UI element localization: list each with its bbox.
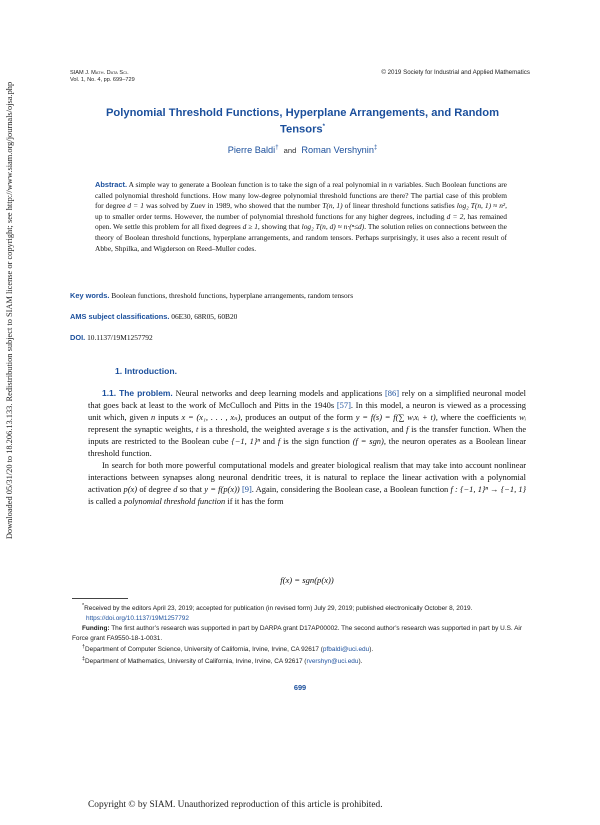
para-text: Neural networks and deep learning models and applications — [175, 388, 383, 398]
emphasis: polynomial threshold function — [123, 496, 226, 507]
abstract-math: log₂ T(n, 1) ≈ n² — [456, 201, 506, 211]
para-text: of degree — [139, 484, 172, 495]
bottom-copyright: Copyright © by SIAM. Unauthorized reproduction of this article is prohibited. — [88, 800, 383, 810]
title-line-2: Tensors — [279, 123, 323, 136]
doi — [70, 333, 540, 343]
title-footnote-mark: * — [322, 123, 326, 130]
footnote-affiliation-2 — [72, 655, 532, 667]
para-text: if it has the form — [227, 496, 284, 507]
math: f — [406, 424, 409, 435]
journal-name: SIAM J. Math. Data Sci. — [70, 70, 129, 76]
math: f : {−1, 1}ⁿ → {−1, 1} — [450, 484, 527, 495]
journal-volume: Vol. 1, No. 4, pp. 699–729 — [70, 76, 135, 83]
footnote-affiliation-1 — [72, 643, 532, 655]
abstract: Abstract. A simple way to generate a Boolean function is to take the sign of a real polynomial in n variables. Such Boolean functions are called polynomial threshold functions. How many low-degree polynomial threshold functions are there? The partial case of this problem for degree d = 1 was solved by Zuev in 1989, who showed that the number T(n, 1) of linear threshold functions satisfies log₂ T(n, 1) ≈ n², up to smaller order terms. However, the number of polynomial threshold functions for any higher degrees, including d = 2, has remained open. We settle this problem for all fixed degrees d ≥ 1, showing that log₂ T(n, d) ≈ n·(ⁿ≤d). The solution relies on connections between the theory of Boolean threshold functions, hyperplane arrangements, and random tensors. Perhaps surprisingly, it uses also a recent result of Abbe, Shpilka, and Wigderson on Reed–Muller codes. — [95, 180, 508, 253]
para-text: , where the coefficients — [435, 412, 517, 423]
para-text: . Again, considering the Boolean case, a Boolean function — [251, 484, 449, 495]
subsection-heading: 1.1. The problem. — [102, 388, 173, 398]
abstract-text: , has remained open. We settle this problem for all fixed degrees — [95, 211, 507, 232]
footnote-divider — [72, 598, 128, 599]
footnotes — [72, 602, 532, 667]
ams-text: 06E30, 68R05, 60B20 — [171, 312, 238, 321]
para-text: is a threshold, the weighted average — [200, 424, 324, 435]
abstract-text: . The solution relies on connections between the theory of Boolean threshold functions, hyperplane arrangements, and random tensors. Perhaps surprisingly, it uses also a recent result of Abbe, Shpilka, and Wigderson on Reed–Muller codes. — [95, 222, 507, 253]
citation[interactable]: [57] — [336, 400, 351, 411]
para-text: rely on a simplified neuronal model that goes back at least to the work of McCulloch and Pitts in the 1940s — [88, 388, 527, 411]
author-baldi: Pierre Baldi — [227, 145, 276, 156]
math: s — [326, 424, 330, 435]
para-text: is the transfer function. When the inputs are restricted to the Boolean cube — [88, 424, 527, 447]
math: (f = sgn) — [352, 436, 384, 447]
footnote-mark: † — [82, 644, 85, 651]
para-text: represent the synaptic weights, — [88, 424, 194, 435]
authors-line — [70, 145, 535, 155]
abstract-math: T(n, 1) — [322, 201, 343, 211]
abstract-text: of linear threshold functions satisfies — [344, 201, 455, 211]
footnote-received — [72, 602, 532, 614]
email-link[interactable]: pfbaldi@uci.edu — [322, 646, 370, 654]
author-vershynin: Roman Vershynin — [301, 145, 374, 156]
footnote-text: ). — [369, 646, 374, 654]
keywords — [70, 291, 540, 301]
math: t — [195, 424, 199, 435]
funding-label: Funding: — [82, 624, 110, 632]
body-text — [88, 387, 526, 507]
math: p(x) — [123, 484, 138, 495]
footnote-text: ). — [358, 658, 363, 666]
abstract-text: up to smaller order terms. However, the number of polynomial threshold functions for any higher degrees, including — [95, 211, 445, 221]
para-text: , the neuron operates as a Boolean linear threshold function. — [88, 436, 527, 459]
citation[interactable]: [86] — [385, 388, 400, 398]
abstract-math: d ≥ 1 — [242, 222, 258, 232]
keywords-label: Key words. — [70, 291, 110, 300]
abstract-math: n — [388, 180, 393, 189]
footnote-funding — [72, 624, 532, 644]
paper-title — [70, 107, 535, 137]
footnote-url-line — [72, 614, 532, 624]
para-text: is the activation, and — [332, 424, 404, 435]
abstract-math: d = 2 — [446, 211, 464, 221]
page-number: 699 — [293, 683, 307, 692]
title-line-1: Polynomial Threshold Functions, Hyperplane Arrangements, and Random — [105, 107, 500, 119]
math: wᵢ — [519, 412, 527, 423]
abstract-text: was solved by Zuev in 1989, who showed that the number — [145, 201, 321, 211]
para-text: inputs — [158, 412, 179, 423]
section-heading: 1. Introduction. — [115, 366, 178, 376]
abstract-label: Abstract. — [95, 180, 128, 189]
para-text: In search for both more powerful computational models and greater biological realism that may take into account nonlinear interactions between synapses along neuronal dendritic trees, it is natural to replace the linear activation with a polynomial activation — [88, 460, 526, 495]
keywords-text: Boolean functions, threshold functions, hyperplane arrangements, random tensors — [111, 291, 354, 300]
para-text: and — [262, 436, 275, 447]
paragraph-1 — [88, 387, 526, 459]
footnote-text: Department of Mathematics, University of California, Irvine, Irvine, CA 92617 ( — [84, 658, 307, 666]
ams-label: AMS subject classifications. — [70, 312, 170, 321]
math: x = (x₁, . . . , xₙ) — [181, 412, 241, 423]
footnote-text: The first author’s research was supported in part by DARPA grant D17AP00002. The second author’s research was supported in part by U.S. Air Force grant FA9550-18-1-0031. — [72, 624, 523, 642]
authors-conjunction: and — [283, 146, 297, 156]
abstract-text: , showing that — [257, 222, 300, 232]
math: y = f(p(x)) — [204, 484, 240, 495]
math: f — [277, 436, 281, 447]
para-text: , produces an output of the form — [240, 412, 353, 423]
math: n — [150, 412, 156, 423]
abstract-text: A simple way to generate a Boolean function is to take the sign of a real polynomial in — [128, 180, 387, 189]
para-text: . In this model, a neuron is viewed as a processing unit which, given — [88, 400, 526, 423]
math: {−1, 1}ⁿ — [231, 436, 260, 447]
abstract-math: d = 1 — [127, 201, 144, 211]
abstract-math: log₂ T(n, d) ≈ n·(ⁿ≤d) — [301, 222, 365, 232]
footnote-mark: * — [82, 603, 85, 609]
ams-classifications — [70, 312, 540, 322]
footnote-text: Department of Computer Science, University of California, Irvine, Irvine, CA 92617 ( — [84, 646, 323, 654]
doi-label: DOI. — [70, 333, 86, 342]
download-sidenote-text: Downloaded 05/31/20 to 18.206.13.133. Redistribution subject to SIAM license or copyright; see http://www.siam.org/journals/ojsa.php — [5, 81, 15, 539]
journal-info — [70, 70, 135, 83]
email-link[interactable]: rvershyn@uci.edu — [306, 658, 359, 666]
math: d — [173, 484, 178, 495]
footnote-doi-link[interactable]: https://doi.org/10.1137/19M1257792 — [86, 614, 189, 622]
footnote-text: Received by the editors April 23, 2019; accepted for publication (in revised form) July 29, 2019; published electronically October 8, 2019. — [84, 605, 473, 613]
header-copyright: © 2019 Society for Industrial and Applied Mathematics — [381, 69, 530, 76]
para-text: so that — [179, 484, 203, 495]
download-sidenote — [0, 0, 20, 620]
doi-text[interactable]: 10.1137/19M1257792 — [87, 333, 153, 342]
author-baldi-mark: † — [275, 145, 279, 151]
para-text: is the sign function — [283, 436, 350, 447]
math: y = f(s) = f(∑ wᵢxᵢ + t) — [355, 412, 436, 423]
footnote-mark: ‡ — [82, 656, 85, 663]
paragraph-2 — [88, 459, 526, 507]
para-text: is called a — [88, 496, 122, 507]
display-formula: f(x) = sgn(p(x)) — [280, 575, 334, 585]
author-vershynin-mark: ‡ — [373, 145, 378, 151]
citation[interactable]: [9] — [241, 484, 252, 495]
abstract-text: variables. Such Boolean functions are called polynomial threshold functions. How many low-degree polynomial threshold functions are there? The partial case of this problem for degree — [95, 180, 507, 211]
